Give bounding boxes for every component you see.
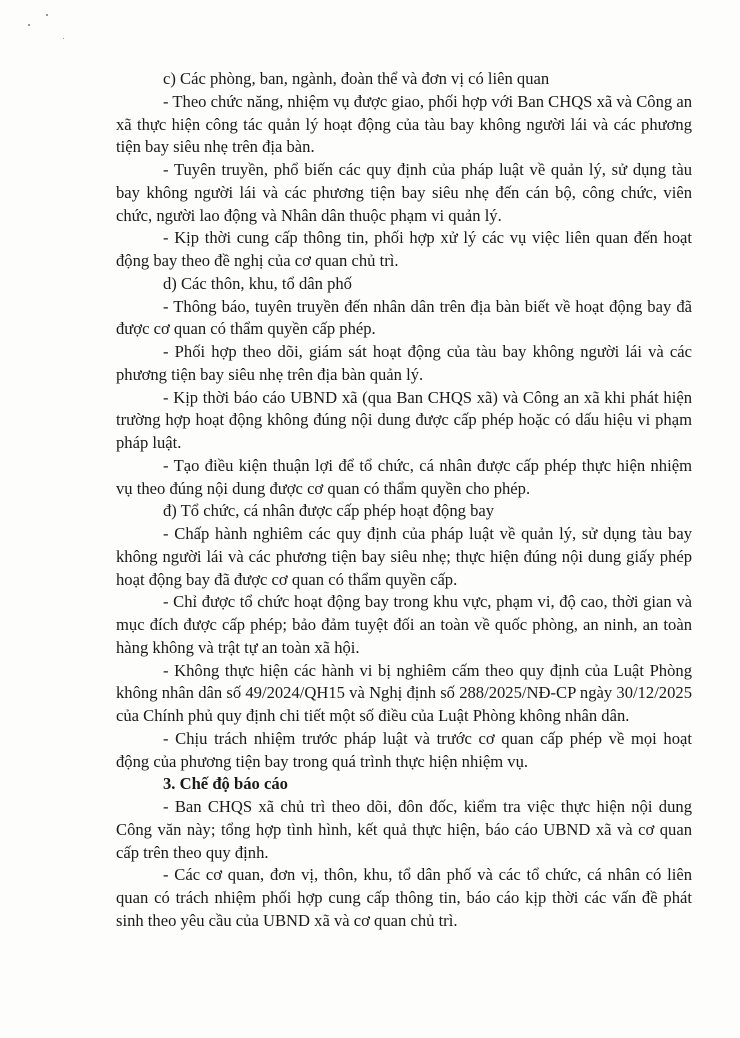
- section-d-item-4: - Tạo điều kiện thuận lợi để tổ chức, cá nhân được cấp phép thực hiện nhiệm vụ theo đúng nội dung được cơ quan có thẩm quyền cho phép.: [116, 455, 692, 498]
- section-c-item-3: - Kịp thời cung cấp thông tin, phối hợp xử lý các vụ việc liên quan đến hoạt động bay theo đề nghị của cơ quan chủ trì.: [116, 228, 692, 270]
- section-d-item-3: - Kịp thời báo cáo UBND xã (qua Ban CHQS xã) và Công an xã khi phát hiện trường hợp hoạt động không đúng nội dung được cấp phép hoặc có dấu hiệu vi phạm pháp luật.: [116, 387, 692, 452]
- section-c-heading: c) Các phòng, ban, ngành, đoàn thể và đơn vị có liên quan: [163, 69, 550, 88]
- section-3-heading: 3. Chế độ báo cáo: [163, 774, 288, 794]
- section-dd-item-4: - Chịu trách nhiệm trước pháp luật và trước cơ quan cấp phép về mọi hoạt động của phương tiện bay trong quá trình thực hiện nhiệm vụ.: [116, 728, 692, 771]
- section-dd-item-3: - Không thực hiện các hành vi bị nghiêm cấm theo quy định của Luật Phòng không nhân dân số 49/2024/QH15 và Nghị định số 288/2025/NĐ-CP ngày 30/12/2025 của Chính phủ quy định chi tiết một số điều của Luật Phòng không nhân dân.: [116, 660, 692, 725]
- section-d-item-1: - Thông báo, tuyên truyền đến nhân dân trên địa bàn biết về hoạt động bay đã được cơ quan có thẩm quyền cấp phép.: [116, 296, 692, 339]
- section-c-item-1: - Theo chức năng, nhiệm vụ được giao, phối hợp với Ban CHQS xã và Công an xã thực hiện công tác quản lý hoạt động của tàu bay không người lái và các phương tiện bay siêu nhẹ trên địa bàn.: [116, 91, 692, 157]
- document-body: [116, 68, 692, 933]
- scan-speck: [28, 24, 30, 26]
- scan-speck: [46, 14, 48, 16]
- section-dd-item-1: - Chấp hành nghiêm các quy định của pháp luật về quản lý, sử dụng tàu bay không người lái và các phương tiện bay siêu nhẹ; thực hiện đúng nội dung giấy phép hoạt động bay đã được cơ quan có thẩm quyền cấp.: [116, 524, 692, 589]
- section-c-item-2: - Tuyên truyền, phổ biến các quy định của pháp luật về quản lý, sử dụng tàu bay không người lái và các phương tiện bay siêu nhẹ đến cán bộ, công chức, viên chức, người lao động và Nhân dân thuộc phạm vi quản lý.: [116, 160, 692, 225]
- section-dd-heading: đ) Tổ chức, cá nhân được cấp phép hoạt động bay: [163, 501, 495, 521]
- section-d-heading: d) Các thôn, khu, tổ dân phố: [163, 273, 352, 293]
- section-3-item-1: - Ban CHQS xã chủ trì theo dõi, đôn đốc, kiểm tra việc thực hiện nội dung Công văn này; tổng hợp tình hình, kết quả thực hiện, báo cáo UBND xã và cơ quan cấp trên theo quy định.: [116, 797, 692, 862]
- section-dd-item-2: - Chỉ được tổ chức hoạt động bay trong khu vực, phạm vi, độ cao, thời gian và mục đích được cấp phép; bảo đảm tuyệt đối an toàn về quốc phòng, an ninh, an toàn hàng không và trật tự an toàn xã hội.: [116, 592, 692, 657]
- section-3-item-2: - Các cơ quan, đơn vị, thôn, khu, tổ dân phố và các tổ chức, cá nhân có liên quan có trách nhiệm phối hợp cung cấp thông tin, báo cáo kịp thời các vấn đề phát sinh theo yêu cầu của UBND xã và cơ quan chủ trì.: [116, 865, 692, 930]
- scan-speck: [63, 38, 64, 39]
- section-d-item-2: - Phối hợp theo dõi, giám sát hoạt động của tàu bay không người lái và các phương tiện bay siêu nhẹ trên địa bàn quản lý.: [116, 342, 692, 384]
